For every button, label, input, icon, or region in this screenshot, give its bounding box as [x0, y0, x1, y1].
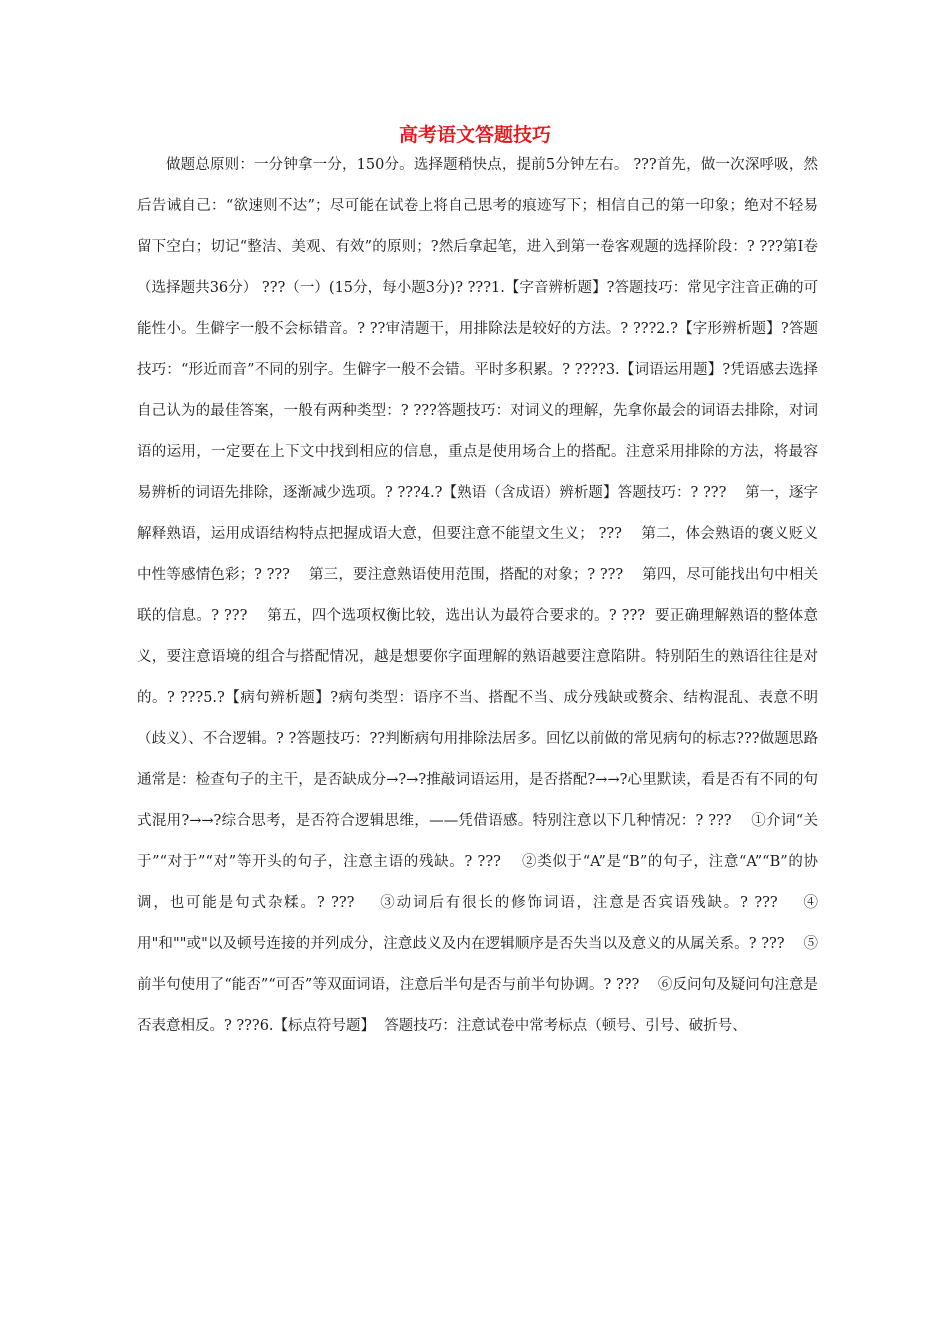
document-title: 高考语文答题技巧 [398, 124, 551, 146]
document-body-paragraph: 做题总原则：一分钟拿一分，150分。选择题稍快点，提前5分钟左右。 ???首先，做一次深呼吸，然后告诫自己：“欲速则不达”；尽可能在试卷上将自己思考的痕迹写下；相信自己的第一印象；绝对不轻易留下空白；切记“整洁、美观、有效”的原则；?然后拿起笔，进入到第一卷客观题的选择阶段：? ???第Ⅰ卷（选择题共36分） ???（一）(15分，每小题3分)? ???1.【字音辨析题】?答题技巧：常见字注音正确的可能性小。生僻字一般不会标错音。? ??审清题干，用排除法是较好的方法。? ???2.?【字形辨析题】?答题技巧：“形近而音”不同的别字。生僻字一般不会错。平时多积累。? ????3.【词语运用题】?凭语感去选择自己认为的最佳答案，一般有两种类型：? ???答题技巧：对词义的理解，先拿你最会的词语去排除，对词语的运用，一定要在上下文中找到相应的信息，重点是使用场合上的搭配。注意采用排除的方法，将最容易辨析的词语先排除，逐渐减少选项。? ???4.?【熟语（含成语）辨析题】答题技巧：? ??? 第一，逐字解释熟语，运用成语结构特点把握成语大意，但要注意不能望文生义； ??? 第二，体会熟语的褒义贬义中性等感情色彩；? ??? 第三，要注意熟语使用范围，搭配的对象；? ??? 第四，尽可能找出句中相关联的信息。? ??? 第五，四个选项权衡比较，选出认为最符合要求的。? ??? 要正确理解熟语的整体意义，要注意语境的组合与搭配情况，越是想要你字面理解的熟语越要注意陷阱。特别陌生的熟语往往是对的。? ???5.?【病句辨析题】?病句类型：语序不当、搭配不当、成分残缺或赘余、结构混乱、表意不明（歧义）、不合逻辑。? ?答题技巧：??判断病句用排除法居多。回忆以前做的常见病句的标志???做题思路通常是：检查句子的主干，是否缺成分→?→?推敲词语运用，是否搭配?→→?心里默读，看是否有不同的句式混用?→→?综合思考，是否符合逻辑思维，——凭借语感。特别注意以下几种情况：? ??? ①介词“关于”“对于”“对”等开头的句子，注意主语的残缺。? ??? ②类似于“A”是“B”的句子，注意“A”“B”的协调，也可能是句式杂糅。? ??? ③动词后有很长的修饰词语，注意是否宾语残缺。? ??? ④用"和""或"以及顿号连接的并列成分，注意歧义及内在逻辑顺序是否失当以及意义的从属关系。? ??? ⑤前半句使用了“能否”“可否”等双面词语，注意后半句是否与前半句协调。? ??? ⑥反问句及疑问句注意是否表意相反。? ???6.【标点符号题】 答题技巧：注意试卷中常考标点（顿号、引号、破折号、 [137, 157, 818, 1034]
